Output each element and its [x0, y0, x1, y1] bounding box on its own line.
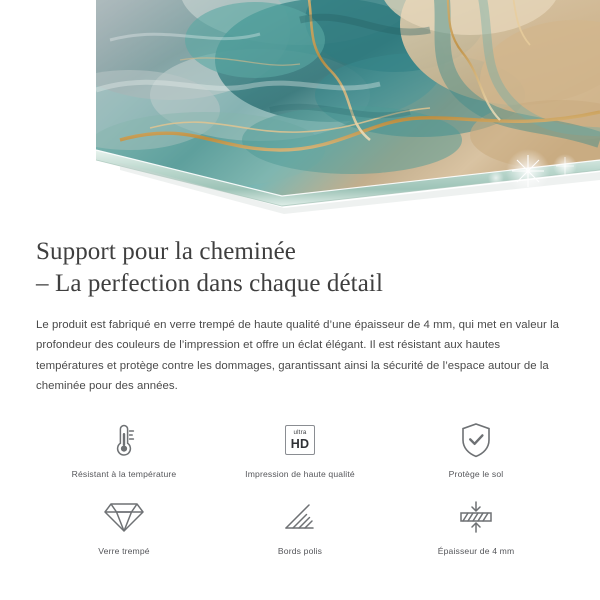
feature-label: Bords polis: [277, 546, 323, 557]
headline-line-1: Support pour la cheminée: [36, 238, 296, 265]
feature-grid: [36, 418, 564, 556]
feature-label: Verre trempé: [98, 546, 150, 557]
ultra-hd-badge-bottom: HD: [290, 436, 310, 451]
feature-item-temperature: [36, 418, 212, 479]
feature-label: Épaisseur de 4 mm: [437, 546, 515, 557]
marble-glass-panel-photo: [0, 0, 600, 222]
feature-item-thickness: [388, 495, 564, 556]
feature-label: Protège le sol: [448, 469, 504, 480]
ultra-hd-badge-top: ultra: [293, 429, 307, 437]
thickness-4mm-icon: [456, 495, 496, 539]
feature-item-floor-protection: [388, 418, 564, 479]
ultra-hd-icon: [285, 418, 315, 462]
description-paragraph: Le produit est fabriqué en verre trempé de haute qualité d’une épaisseur de 4 mm, qui met en valeur la profondeur des couleurs de l’impression et offre un éclat élégant. Il est résistant aux hautes températures et protège contre les dommages, garantissant ainsi la sécurité de l’espace autour de la cheminée pour des années.: [36, 319, 560, 392]
feature-item-print-quality: [212, 418, 388, 479]
shield-check-icon: [458, 418, 494, 462]
content-area: [0, 222, 600, 556]
feature-item-polished-edges: [212, 495, 388, 556]
feature-item-tempered-glass: [36, 495, 212, 556]
feature-label: Impression de haute qualité: [245, 469, 355, 480]
page-title: [36, 236, 564, 299]
hero-image: [0, 0, 600, 222]
diamond-icon: [103, 495, 145, 539]
headline-line-2: – La perfection dans chaque détail: [36, 269, 383, 297]
feature-label: Résistant à la température: [71, 469, 177, 480]
polished-edges-icon: [282, 495, 318, 539]
thermometer-icon: [107, 418, 141, 462]
